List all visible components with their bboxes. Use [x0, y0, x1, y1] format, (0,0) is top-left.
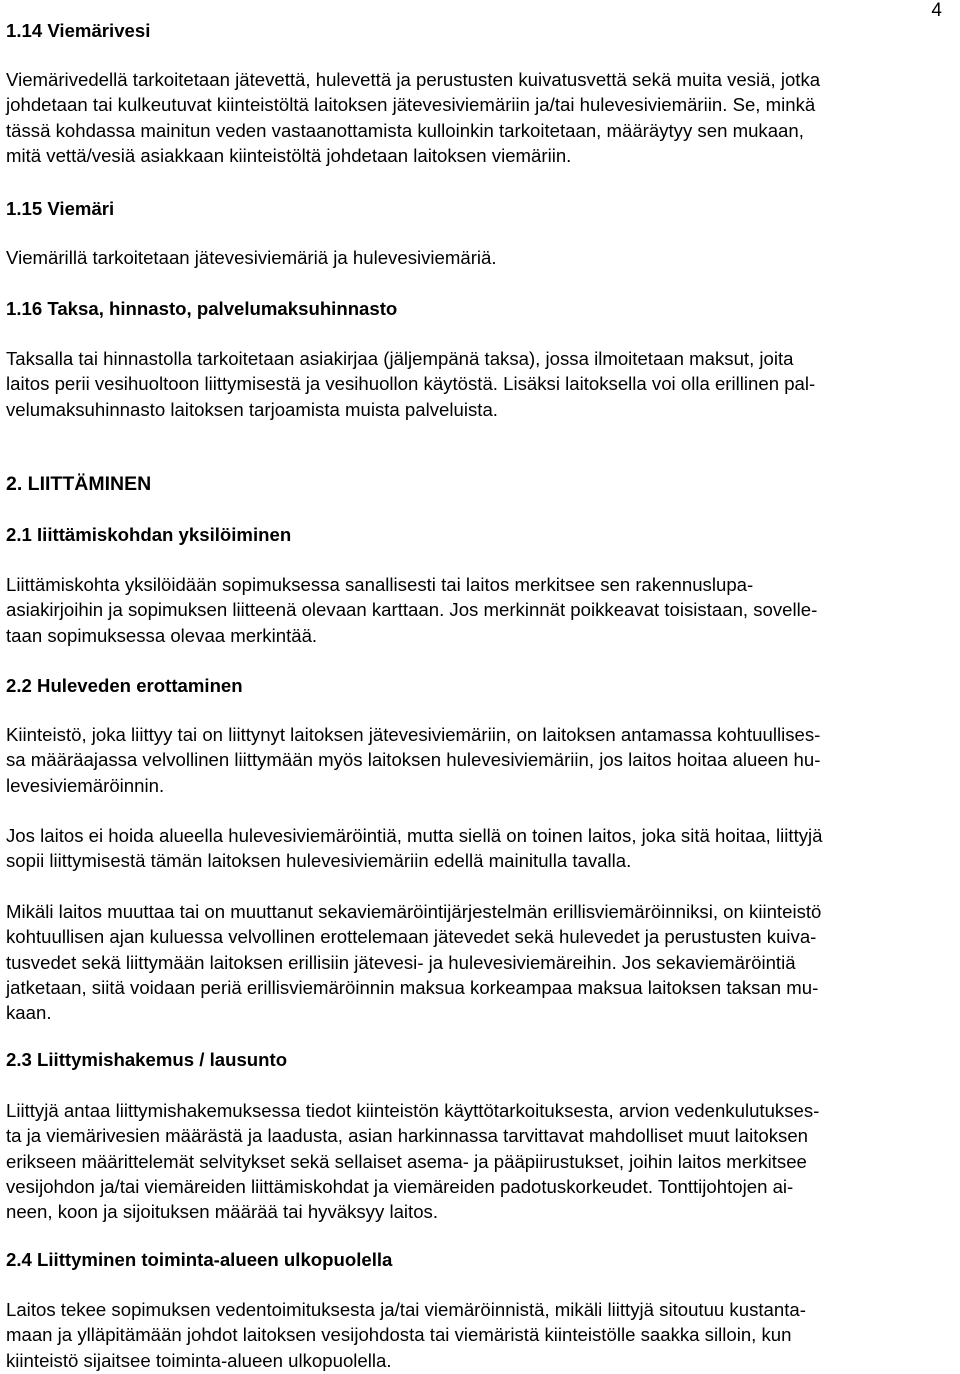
paragraph-line: erikseen määrittelemät selvitykset sekä sellaiset asema- ja pääpiirustukset, joihin laitos merkitsee — [6, 1150, 807, 1172]
paragraph-line: johdetaan tai kulkeutuvat kiinteistöltä laitoksen jätevesiviemäriin ja/tai hulevesiviemäriin. Se, minkä — [6, 94, 816, 116]
paragraph-line: tässä kohdassa mainitun veden vastaanottamista kulloinkin tarkoitetaan, määräytyy sen mukaan, — [6, 119, 804, 141]
paragraph-line: asiakirjoihin ja sopimuksen liitteenä olevaan karttaan. Jos merkinnät poikkeavat toisistaan, sovelle- — [6, 599, 818, 621]
section-heading: 2.2 Huleveden erottaminen — [6, 675, 243, 696]
section-heading: 2.1 Iiittämiskohdan yksilöiminen — [6, 524, 292, 545]
paragraph-line: sopii liittymisestä tämän laitoksen hulevesiviemäriin edellä mainitulla tavalla. — [6, 850, 632, 872]
section-heading: 1.15 Viemäri — [6, 198, 115, 219]
section-heading: 2. LIITTÄMINEN — [6, 473, 152, 495]
paragraph-line: levesiviemäröinnin. — [6, 774, 165, 796]
page-number: 4 — [931, 0, 942, 21]
paragraph-line: Taksalla tai hinnastolla tarkoitetaan asiakirjaa (jäljempänä taksa), jossa ilmoitetaan maksut, joita — [6, 348, 794, 369]
paragraph-line: Jos laitos ei hoida alueella hulevesiviemäröintiä, mutta siellä on toinen laitos, joka sitä hoitaa, liittyjä — [6, 825, 823, 846]
section-heading: 2.3 Liittymishakemus / lausunto — [6, 1049, 288, 1070]
section-heading: 1.16 Taksa, hinnasto, palvelumaksuhinnasto — [6, 298, 398, 319]
paragraph — [6, 572, 817, 648]
paragraph — [6, 899, 821, 1025]
paragraph-line: vesijohdon ja/tai viemäreiden liittämiskohdat ja viemäreiden padotuskorkeudet. Tonttijohtojen ai- — [6, 1175, 794, 1197]
paragraph-line: laitos perii vesihuoltoon liittymisestä ja vesihuollon käytöstä. Lisäksi laitoksella voi olla erillinen pal- — [6, 373, 816, 395]
paragraph — [6, 346, 815, 422]
paragraph-line: tusvedet sekä liittymään laitoksen erillisiin jätevesi- ja hulevesiviemäreihin. Jos sekaviemäröintiä — [6, 951, 796, 973]
section-heading: 2.4 Liittyminen toiminta-alueen ulkopuolella — [6, 1249, 393, 1270]
paragraph-line: neen, koon ja sijoituksen määrää tai hyväksyy laitos. — [6, 1201, 439, 1223]
paragraph-line: Viemärillä tarkoitetaan jätevesiviemäriä ja hulevesiviemäriä. — [6, 247, 497, 268]
paragraph — [6, 67, 820, 168]
paragraph-line: maan ja ylläpitämään johdot laitoksen vesijohdosta tai viemäristä kiinteistölle saakka silloin, kun — [6, 1324, 792, 1346]
paragraph-line: kohtuullisen ajan kuluessa velvollinen erottelemaan jätevedet sekä hulevedet ja perustusten kuiva- — [6, 926, 817, 948]
paragraph-line: kiinteistö sijaitsee toiminta-alueen ulkopuolella. — [6, 1349, 392, 1371]
paragraph-line: jatketaan, siitä voidaan periä erillisviemäröinnin maksua korkeampaa maksua laitoksen taksan mu- — [6, 976, 819, 998]
paragraph-line: Liittyjä antaa liittymishakemuksessa tiedot kiinteistön käyttötarkoituksesta, arvion vedenkulutukses- — [6, 1100, 820, 1121]
paragraph-line: Viemärivedellä tarkoitetaan jätevettä, hulevettä ja perustusten kuivatusvettä sekä muita vesiä, jotka — [6, 69, 821, 90]
paragraph-line: velumaksuhinnasto laitoksen tarjoamista muista palveluista. — [6, 398, 498, 420]
paragraph — [6, 823, 823, 874]
paragraph-line: kaan. — [6, 1002, 52, 1024]
paragraph-line: Liittämiskohta yksilöidään sopimuksessa sanallisesti tai laitos merkitsee sen rakennuslupa- — [6, 574, 754, 595]
paragraph-line: mitä vettä/vesiä asiakkaan kiinteistöltä johdetaan laitoksen viemäriin. — [6, 144, 572, 166]
paragraph — [6, 245, 497, 270]
paragraph — [6, 722, 820, 798]
paragraph-line: Kiinteistö, joka liittyy tai on liittynyt laitoksen jätevesiviemäriin, on laitoksen antamassa kohtuullises- — [6, 724, 821, 745]
paragraph-line: ta ja viemärivesien määrästä ja laadusta, asian harkinnassa tarvittavat mahdolliset muut laitoksen — [6, 1125, 809, 1147]
paragraph-line: Mikäli laitos muuttaa tai on muuttanut sekaviemäröintijärjestelmän erillisviemäröinniksi, on kiinteistö — [6, 901, 822, 922]
paragraph-line: sa määräajassa velvollinen liittymään myös laitoksen hulevesiviemäriin, jos laitos hoitaa alueen hu- — [6, 749, 821, 771]
paragraph — [6, 1297, 806, 1373]
paragraph-line: Laitos tekee sopimuksen vedentoimituksesta ja/tai viemäröinnistä, mikäli liittyjä sitoutuu kustanta- — [6, 1299, 806, 1320]
paragraph-line: taan sopimuksessa olevaa merkintää. — [6, 624, 318, 646]
section-heading: 1.14 Viemärivesi — [6, 20, 151, 41]
paragraph — [6, 1098, 819, 1224]
